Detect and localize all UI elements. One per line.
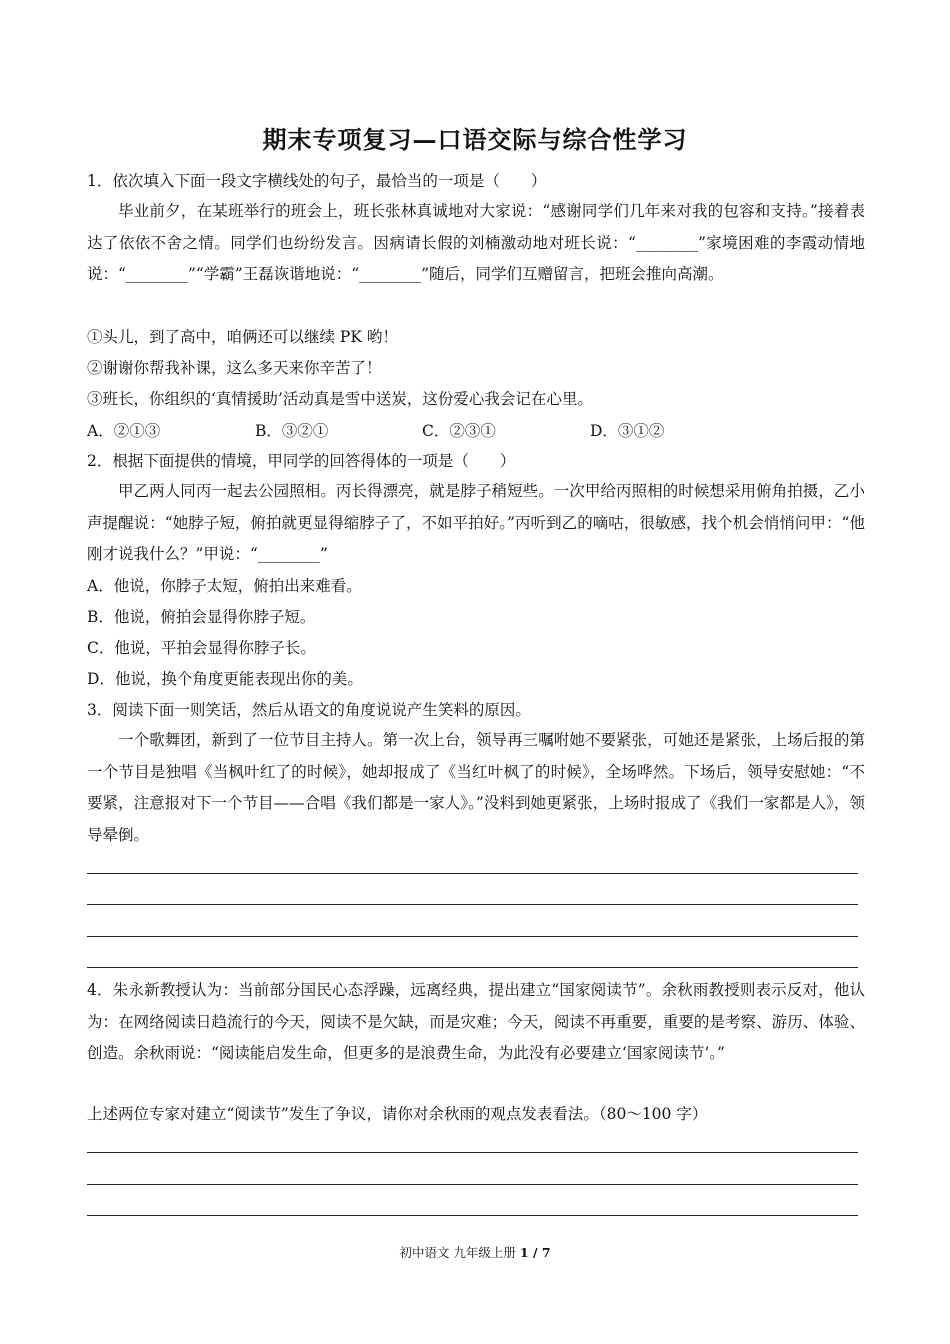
q2-option-c: C．他说，平拍会显得你脖子长。 <box>87 639 316 657</box>
q3-answer-line-4[interactable] <box>87 967 858 968</box>
q1-sentence-1: ①头儿，到了高中，咱俩还可以继续 PK 哟！ <box>87 328 398 346</box>
q1-option-b: B．③②① <box>255 422 329 440</box>
q3-answer-line-3[interactable] <box>87 936 858 937</box>
q3-answer-line-1[interactable] <box>87 873 858 874</box>
q2-stem: 2．根据下面提供的情境，甲同学的回答得体的一项是（ ） <box>87 452 516 470</box>
q3-stem: 3．阅读下面一则笑话，然后从语文的角度说说产生笑料的原因。 <box>87 701 531 719</box>
q2-option-d: D．他说，换个角度更能表现出你的美。 <box>87 670 363 688</box>
q3-answer-line-2[interactable] <box>87 904 858 905</box>
q1-passage: 毕业前夕，在某班举行的班会上，班长张林真诚地对大家说：“感谢同学们几年来对我的包容和支持。”接着表达了依依不舍之情。同学们也纷纷发言。因病请长假的刘楠激动地对班长说：“________”家境困难的李霞动情地说：“________”“学霸”王磊诙谐地说：“________”随后，同学们互赠留言，把班会推向高潮。 <box>87 202 865 283</box>
q1-sentence-3: ③班长，你组织的‘真情援助’活动真是雪中送炭，这份爱心我会记在心里。 <box>87 390 593 408</box>
page-number: 1 / 7 <box>519 1245 551 1260</box>
q1-option-a: A．②①③ <box>87 422 161 440</box>
page-title: 期末专项复习—口语交际与综合性学习 <box>262 125 688 154</box>
page-footer <box>0 1244 950 1262</box>
q2-option-b: B．他说，俯拍会显得你脖子短。 <box>87 608 316 626</box>
q4-answer-line-2[interactable] <box>87 1184 858 1185</box>
q4-passage: 4．朱永新教授认为：当前部分国民心态浮躁，远离经典，提出建立“国家阅读节”。余秋雨教授则表示反对，他认为：在网络阅读日趋流行的今天，阅读不是欠缺，而是灾难；今天，阅读不再重要，重要的是考察、游历、体验、创造。余秋雨说：“阅读能启发生命，但更多的是浪费生命，为此没有必要建立‘国家阅读节’。” <box>87 981 865 1062</box>
q4-prompt: 上述两位专家对建立“阅读节”发生了争议，请你对余秋雨的观点发表看法。（80～100 字） <box>87 1105 708 1123</box>
q2-passage: 甲乙两人同丙一起去公园照相。丙长得漂亮，就是脖子稍短些。一次甲给丙照相的时候想采用俯角拍摄，乙小声提醒说：“她脖子短，俯拍就更显得缩脖子了，不如平拍好。”丙听到乙的嘀咕，很敏感，找个机会悄悄问甲：“他刚才说我什么？”甲说：“________” <box>87 482 865 563</box>
q3-passage: 一个歌舞团，新到了一位节目主持人。第一次上台，领导再三嘱咐她不要紧张，可她还是紧张，上场后报的第一个节目是独唱《当枫叶红了的时候》，她却报成了《当红叶枫了的时候》，全场哗然。下场后，领导安慰她：“不要紧，注意报对下一个节目——合唱《我们都是一家人》。”没料到她更紧张，上场时报成了《我们一家都是人》，领导晕倒。 <box>87 731 865 844</box>
footer-text: 初中语文 九年级上册 <box>399 1245 520 1260</box>
q4-answer-line-1[interactable] <box>87 1152 858 1153</box>
q1-stem: 1．依次填入下面一段文字横线处的句子，最恰当的一项是（ ） <box>87 172 547 190</box>
q1-sentence-2: ②谢谢你帮我补课，这么多天来你辛苦了！ <box>87 359 382 377</box>
q1-option-c: C．②③① <box>422 422 496 440</box>
q1-option-d: D．③①② <box>590 422 665 440</box>
q4-answer-line-3[interactable] <box>87 1215 858 1216</box>
q2-option-a: A．他说，你脖子太短，俯拍出来难看。 <box>87 577 362 595</box>
